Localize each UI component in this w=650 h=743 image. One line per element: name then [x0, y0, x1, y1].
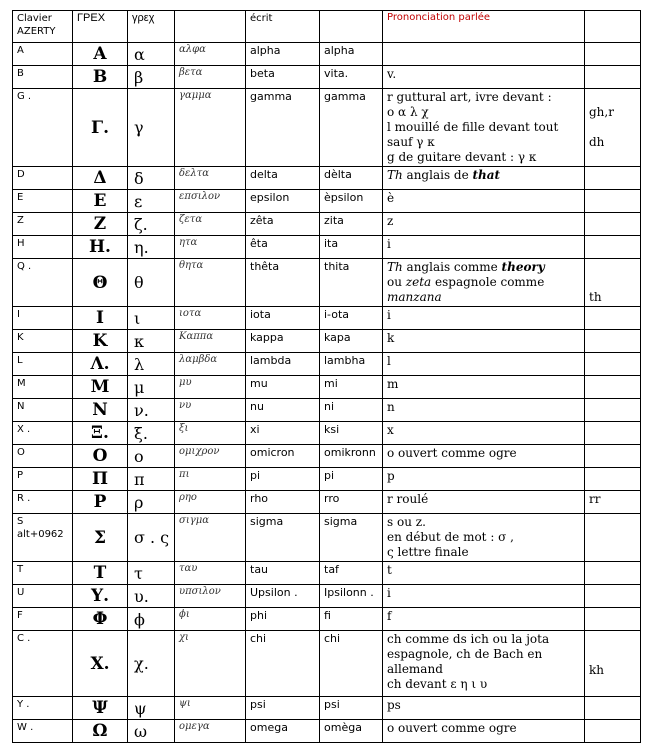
- greek-upper: Α: [73, 43, 128, 66]
- written-name: lambda: [246, 353, 320, 376]
- pronunciation: [383, 236, 585, 259]
- extra-line: [589, 120, 636, 135]
- phonetic-name: thita: [320, 259, 383, 307]
- phonetic-name: gamma: [320, 89, 383, 167]
- table-row: [13, 585, 641, 608]
- written-name: nu: [246, 399, 320, 422]
- pronunciation: [383, 697, 585, 720]
- pron-line: x: [387, 423, 394, 437]
- greek-name: σιγμα: [175, 514, 246, 562]
- greek-upper: Ο: [73, 445, 128, 468]
- extra-transliteration: [585, 422, 641, 445]
- extra-line: [589, 260, 636, 275]
- keyboard-key: Y .: [13, 697, 73, 720]
- pronunciation: [383, 585, 585, 608]
- table-row: [13, 422, 641, 445]
- pron-line: p: [387, 469, 395, 483]
- pron-line: g de guitare devant : γ κ: [387, 150, 537, 164]
- pronunciation: [383, 307, 585, 330]
- greek-lower: ι: [128, 307, 175, 330]
- phonetic-name: ni: [320, 399, 383, 422]
- greek-name: δελτα: [175, 167, 246, 190]
- phonetic-name: èpsilon: [320, 190, 383, 213]
- pron-line: ch devant ε η ι υ: [387, 677, 488, 691]
- phonetic-name: sigma: [320, 514, 383, 562]
- table-row: [13, 514, 641, 562]
- greek-name: λαμβδα: [175, 353, 246, 376]
- table-row: [13, 213, 641, 236]
- written-name: sigma: [246, 514, 320, 562]
- greek-lower: π: [128, 468, 175, 491]
- greek-upper: Β: [73, 66, 128, 89]
- keyboard-key: T: [13, 562, 73, 585]
- table-row: [13, 236, 641, 259]
- greek-lower: τ: [128, 562, 175, 585]
- written-name: rho: [246, 491, 320, 514]
- pron-line: ο α λ χ: [387, 105, 429, 119]
- pronunciation: [383, 399, 585, 422]
- greek-name: ομεγα: [175, 720, 246, 743]
- greek-lower: α: [128, 43, 175, 66]
- header-row: [13, 11, 641, 43]
- header-keyboard: Clavier AZERTY: [13, 11, 73, 43]
- written-name: pi: [246, 468, 320, 491]
- table-row: [13, 376, 641, 399]
- pronunciation: [383, 190, 585, 213]
- greek-lower: ν.: [128, 399, 175, 422]
- keyboard-key: B: [13, 66, 73, 89]
- keyboard-key: U: [13, 585, 73, 608]
- pron-line: k: [387, 331, 395, 345]
- pronunciation: [383, 445, 585, 468]
- extra-transliteration: [585, 43, 641, 66]
- table-row: [13, 43, 641, 66]
- extra-transliteration: [585, 562, 641, 585]
- pron-line: espagnole, ch de Bach en: [387, 647, 543, 661]
- keyboard-key: G .: [13, 89, 73, 167]
- extra-transliteration: [585, 353, 641, 376]
- greek-upper: Φ: [73, 608, 128, 631]
- greek-upper: Θ: [73, 259, 128, 307]
- greek-lower: σ . ς: [128, 514, 175, 562]
- table-row: [13, 353, 641, 376]
- table-row: [13, 259, 641, 307]
- written-name: chi: [246, 631, 320, 697]
- phonetic-name: dèlta: [320, 167, 383, 190]
- greek-upper: Τ: [73, 562, 128, 585]
- table-row: [13, 66, 641, 89]
- phonetic-name: vita.: [320, 66, 383, 89]
- table-row: [13, 307, 641, 330]
- greek-upper: Ω: [73, 720, 128, 743]
- greek-upper: Δ: [73, 167, 128, 190]
- greek-lower: η.: [128, 236, 175, 259]
- extra-transliteration: [585, 89, 641, 167]
- table-row: [13, 468, 641, 491]
- phonetic-name: fi: [320, 608, 383, 631]
- extra-transliteration: [585, 514, 641, 562]
- phonetic-name: i-ota: [320, 307, 383, 330]
- greek-name: ζετα: [175, 213, 246, 236]
- greek-name: θητα: [175, 259, 246, 307]
- pron-line: l mouillé de fille devant tout sauf γ κ: [387, 120, 559, 149]
- written-name: beta: [246, 66, 320, 89]
- greek-lower: υ.: [128, 585, 175, 608]
- greek-lower: β: [128, 66, 175, 89]
- greek-name: χι: [175, 631, 246, 697]
- pron-line: i: [387, 308, 391, 322]
- extra-transliteration: [585, 66, 641, 89]
- keyboard-key: N: [13, 399, 73, 422]
- phonetic-name: chi: [320, 631, 383, 697]
- greek-lower: ψ: [128, 697, 175, 720]
- greek-lower: ξ.: [128, 422, 175, 445]
- written-name: Upsilon .: [246, 585, 320, 608]
- header-upper: ΓΡΕΧ: [73, 11, 128, 43]
- table-row: [13, 631, 641, 697]
- greek-upper: Ξ.: [73, 422, 128, 445]
- greek-name: ξι: [175, 422, 246, 445]
- greek-lower: ζ.: [128, 213, 175, 236]
- greek-lower: μ: [128, 376, 175, 399]
- table-row: [13, 190, 641, 213]
- pronunciation: [383, 43, 585, 66]
- keyboard-key: C .: [13, 631, 73, 697]
- pronunciation: [383, 213, 585, 236]
- written-name: phi: [246, 608, 320, 631]
- greek-name: ταυ: [175, 562, 246, 585]
- extra-line: dh: [589, 135, 605, 149]
- header-ecrit: écrit: [246, 11, 320, 43]
- written-name: thêta: [246, 259, 320, 307]
- phonetic-name: mi: [320, 376, 383, 399]
- pron-line: ps: [387, 698, 401, 712]
- phonetic-name: omèga: [320, 720, 383, 743]
- extra-transliteration: [585, 307, 641, 330]
- greek-upper: Ψ: [73, 697, 128, 720]
- keyboard-key: S alt+0962: [13, 514, 73, 562]
- table-row: [13, 445, 641, 468]
- greek-name: ψι: [175, 697, 246, 720]
- greek-upper: Γ.: [73, 89, 128, 167]
- phonetic-name: ita: [320, 236, 383, 259]
- greek-upper: Π: [73, 468, 128, 491]
- written-name: gamma: [246, 89, 320, 167]
- greek-name: ϕι: [175, 608, 246, 631]
- greek-lower: λ: [128, 353, 175, 376]
- keyboard-key: X .: [13, 422, 73, 445]
- greek-lower: κ: [128, 330, 175, 353]
- greek-name: ιοτα: [175, 307, 246, 330]
- extra-transliteration: [585, 236, 641, 259]
- extra-transliteration: [585, 697, 641, 720]
- keyboard-key: O: [13, 445, 73, 468]
- greek-upper: Χ.: [73, 631, 128, 697]
- extra-transliteration: [585, 330, 641, 353]
- table-row: [13, 720, 641, 743]
- pronunciation: [383, 491, 585, 514]
- keyboard-key: I: [13, 307, 73, 330]
- greek-lower: ο: [128, 445, 175, 468]
- keyboard-key: M: [13, 376, 73, 399]
- pronunciation: [383, 562, 585, 585]
- extra-line: th: [589, 290, 602, 304]
- greek-lower: ρ: [128, 491, 175, 514]
- written-name: delta: [246, 167, 320, 190]
- greek-lower: χ.: [128, 631, 175, 697]
- written-name: omega: [246, 720, 320, 743]
- extra-line: gh,r: [589, 105, 614, 119]
- written-name: mu: [246, 376, 320, 399]
- pron-line: l: [387, 354, 391, 368]
- greek-name: Καππα: [175, 330, 246, 353]
- greek-upper: Μ: [73, 376, 128, 399]
- phonetic-name: psi: [320, 697, 383, 720]
- written-name: êta: [246, 236, 320, 259]
- pron-line: v.: [387, 67, 397, 81]
- written-name: psi: [246, 697, 320, 720]
- table-row: [13, 491, 641, 514]
- greek-name: επσιλον: [175, 190, 246, 213]
- greek-upper: Λ.: [73, 353, 128, 376]
- phonetic-name: zita: [320, 213, 383, 236]
- greek-name: πι: [175, 468, 246, 491]
- greek-alphabet-table: [12, 10, 641, 743]
- greek-name: αλφα: [175, 43, 246, 66]
- extra-transliteration: rr: [585, 491, 641, 514]
- extra-transliteration: [585, 190, 641, 213]
- extra-transliteration: [585, 399, 641, 422]
- greek-name: υπσιλον: [175, 585, 246, 608]
- pron-line: z: [387, 214, 394, 228]
- greek-name: νυ: [175, 399, 246, 422]
- table-row: [13, 562, 641, 585]
- greek-upper: Ρ: [73, 491, 128, 514]
- pron-line: r roulé: [387, 492, 429, 506]
- keyboard-key: R .: [13, 491, 73, 514]
- pronunciation: [383, 422, 585, 445]
- pronunciation: [383, 608, 585, 631]
- pronunciation: [383, 66, 585, 89]
- greek-name: ρηο: [175, 491, 246, 514]
- keyboard-key: F: [13, 608, 73, 631]
- extra-transliteration: [585, 376, 641, 399]
- extra-transliteration: [585, 445, 641, 468]
- table-row: [13, 89, 641, 167]
- pron-line: allemand: [387, 662, 443, 676]
- pron-line: Th anglais comme theory: [387, 260, 545, 274]
- extra-transliteration: [585, 720, 641, 743]
- pron-line: i: [387, 237, 391, 251]
- pron-line: en début de mot : σ ,: [387, 530, 514, 544]
- written-name: kappa: [246, 330, 320, 353]
- header-lower: γρεχ: [128, 11, 175, 43]
- phonetic-name: alpha: [320, 43, 383, 66]
- pron-line: f: [387, 609, 392, 623]
- greek-upper: Υ.: [73, 585, 128, 608]
- pronunciation: [383, 720, 585, 743]
- greek-upper: Κ: [73, 330, 128, 353]
- pronunciation: [383, 514, 585, 562]
- pron-line: r guttural art, ivre devant :: [387, 90, 552, 104]
- pronunciation: [383, 468, 585, 491]
- header-greek-name: [175, 11, 246, 43]
- written-name: tau: [246, 562, 320, 585]
- keyboard-key: D: [13, 167, 73, 190]
- pronunciation: [383, 89, 585, 167]
- phonetic-name: lambha: [320, 353, 383, 376]
- pronunciation: [383, 631, 585, 697]
- greek-upper: Σ: [73, 514, 128, 562]
- pron-line: ou zeta espagnole comme: [387, 275, 545, 289]
- keyboard-key: W .: [13, 720, 73, 743]
- pron-line: i: [387, 586, 391, 600]
- written-name: epsilon: [246, 190, 320, 213]
- pron-line: t: [387, 563, 392, 577]
- extra-transliteration: [585, 608, 641, 631]
- keyboard-key: K: [13, 330, 73, 353]
- written-name: omicron: [246, 445, 320, 468]
- phonetic-name: pi: [320, 468, 383, 491]
- pronunciation: [383, 259, 585, 307]
- extra-line: kh: [589, 663, 604, 677]
- keyboard-key: A: [13, 43, 73, 66]
- extra-transliteration: [585, 259, 641, 307]
- phonetic-name: ksi: [320, 422, 383, 445]
- greek-lower: δ: [128, 167, 175, 190]
- phonetic-name: taf: [320, 562, 383, 585]
- header-extra: [585, 11, 641, 43]
- pronunciation: [383, 376, 585, 399]
- keyboard-key: Q .: [13, 259, 73, 307]
- greek-name: βετα: [175, 66, 246, 89]
- keyboard-key: P: [13, 468, 73, 491]
- header-phonetic: [320, 11, 383, 43]
- greek-lower: ω: [128, 720, 175, 743]
- greek-upper: Ε: [73, 190, 128, 213]
- keyboard-key: E: [13, 190, 73, 213]
- pron-line: n: [387, 400, 395, 414]
- table-row: [13, 330, 641, 353]
- keyboard-key: H: [13, 236, 73, 259]
- extra-transliteration: [585, 213, 641, 236]
- greek-name: μυ: [175, 376, 246, 399]
- phonetic-name: rro: [320, 491, 383, 514]
- phonetic-name: Ipsilonn .: [320, 585, 383, 608]
- phonetic-name: omikronn: [320, 445, 383, 468]
- keyboard-key: L: [13, 353, 73, 376]
- greek-lower: ε: [128, 190, 175, 213]
- table-row: [13, 167, 641, 190]
- greek-lower: γ: [128, 89, 175, 167]
- greek-name: ητα: [175, 236, 246, 259]
- extra-transliteration: [585, 631, 641, 697]
- header-prononciation: Prononciation parlée: [383, 11, 585, 43]
- written-name: iota: [246, 307, 320, 330]
- phonetic-name: kapa: [320, 330, 383, 353]
- greek-lower: ϕ: [128, 608, 175, 631]
- pron-line: ς lettre finale: [387, 545, 469, 559]
- extra-line: [589, 275, 636, 290]
- keyboard-key: Z: [13, 213, 73, 236]
- pron-line: o ouvert comme ogre: [387, 721, 517, 735]
- pronunciation: [383, 353, 585, 376]
- pron-line: o ouvert comme ogre: [387, 446, 517, 460]
- greek-name: γαμμα: [175, 89, 246, 167]
- extra-transliteration: [585, 468, 641, 491]
- greek-upper: Ι: [73, 307, 128, 330]
- pron-line: ch comme ds ich ou la jota: [387, 632, 550, 646]
- table-row: [13, 608, 641, 631]
- greek-lower: θ: [128, 259, 175, 307]
- pron-line: manzana: [387, 290, 442, 304]
- pronunciation: [383, 330, 585, 353]
- pron-line: è: [387, 191, 395, 205]
- extra-transliteration: [585, 585, 641, 608]
- greek-upper: Ζ: [73, 213, 128, 236]
- table-row: [13, 697, 641, 720]
- written-name: alpha: [246, 43, 320, 66]
- extra-transliteration: [585, 167, 641, 190]
- pronunciation: [383, 167, 585, 190]
- greek-upper: Η.: [73, 236, 128, 259]
- pron-line: s ou z.: [387, 515, 426, 529]
- pron-line: Th anglais de that: [387, 168, 501, 182]
- extra-line: [589, 648, 636, 663]
- written-name: xi: [246, 422, 320, 445]
- greek-upper: Ν: [73, 399, 128, 422]
- table-row: [13, 399, 641, 422]
- pron-line: m: [387, 377, 399, 391]
- written-name: zêta: [246, 213, 320, 236]
- greek-name: ομιχρον: [175, 445, 246, 468]
